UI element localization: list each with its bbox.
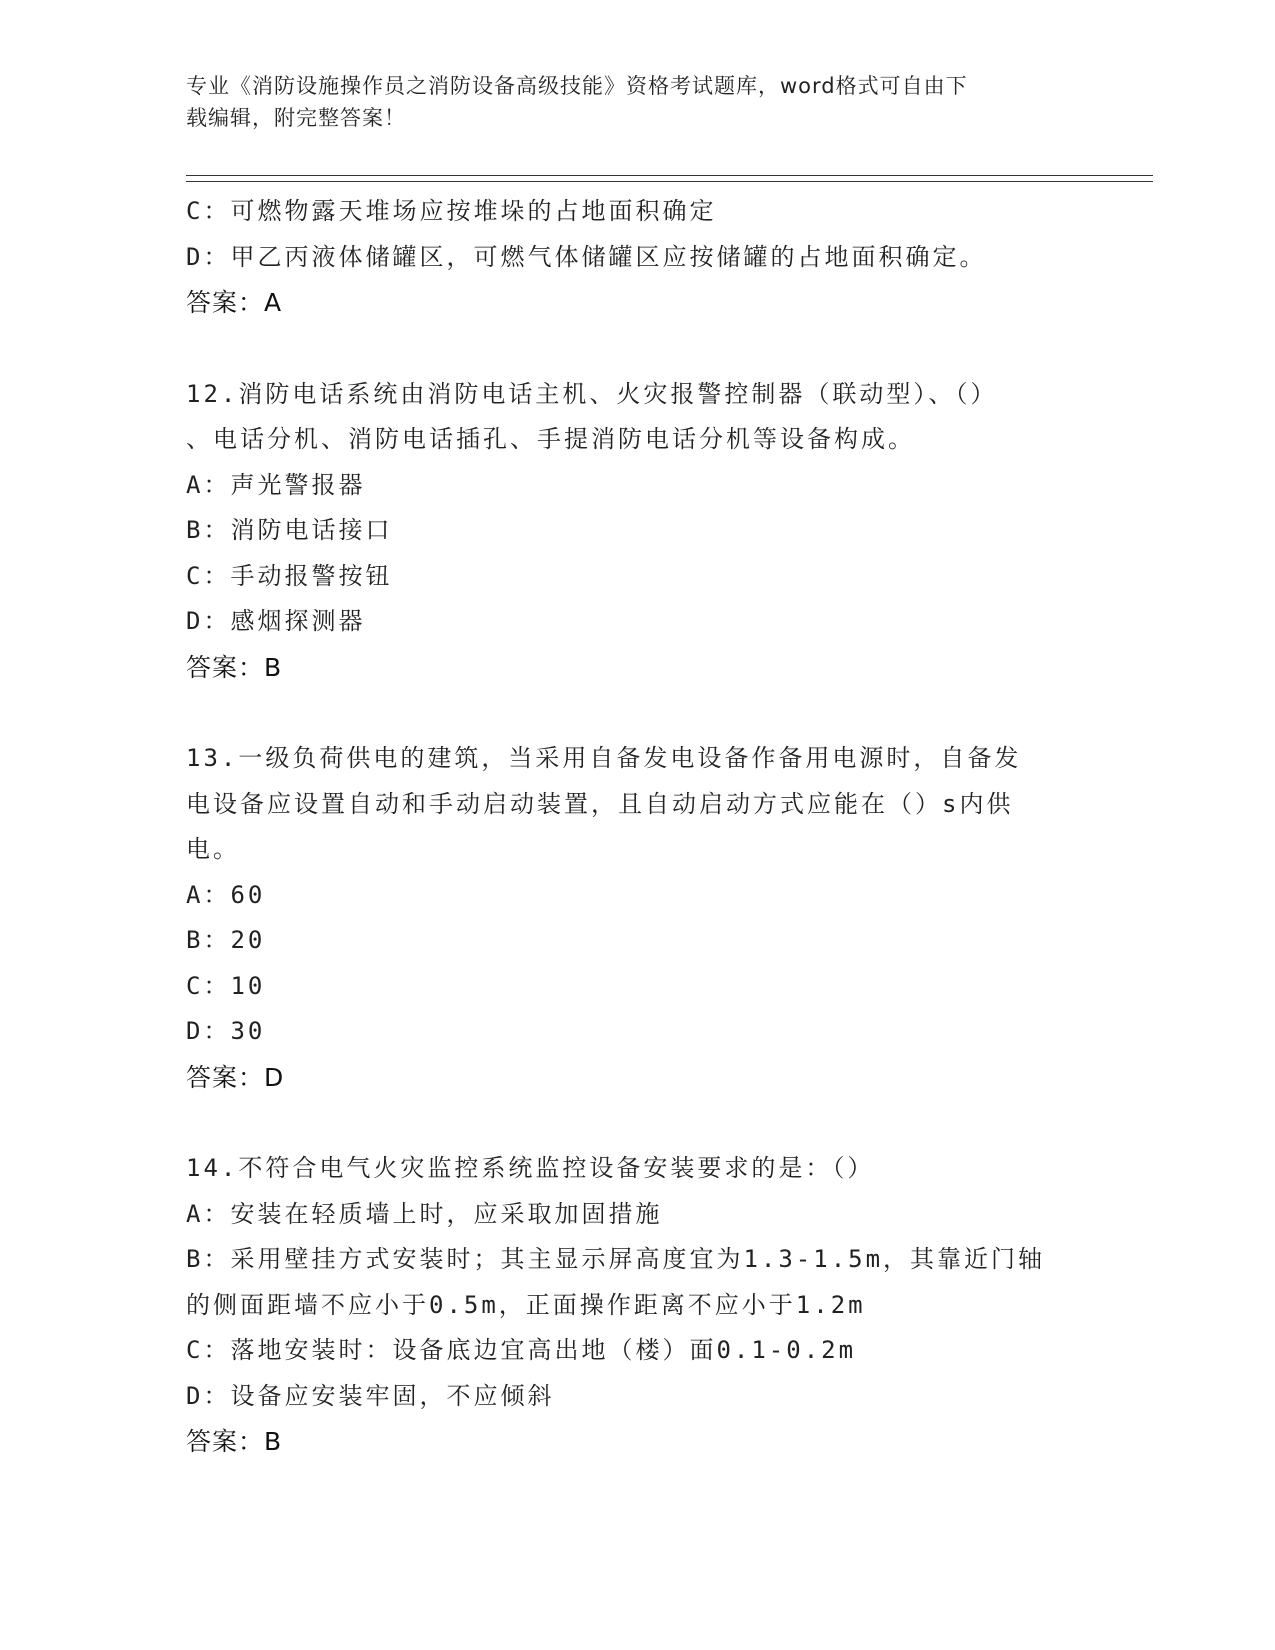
question-stem: 12.消防电话系统由消防电话主机、火灾报警控制器（联动型）、（） xyxy=(186,379,998,408)
answer-line: 答案：A xyxy=(186,288,283,317)
question-12 xyxy=(186,372,1086,691)
header-line-1: 专业《消防设施操作员之消防设备高级技能》资格考试题库，word格式可自由下 xyxy=(186,74,968,98)
option-b: B：消防电话接口 xyxy=(186,516,393,544)
option-b: B：采用壁挂方式安装时；其主显示屏高度宜为1.3-1.5m，其靠近门轴 xyxy=(186,1245,1046,1273)
question-stem: 13.一级负荷供电的建筑，当采用自备发电设备作备用电源时，自备发 xyxy=(186,744,1022,772)
header-divider-bottom xyxy=(186,181,1153,182)
option-d: D：感烟探测器 xyxy=(186,607,366,635)
question-content xyxy=(186,189,1086,1465)
option-c: C：手动报警按钮 xyxy=(186,561,393,590)
option-c: C：落地安装时：设备底边宜高出地（楼）面0.1-0.2m xyxy=(186,1336,857,1364)
question-stem: 14.不符合电气火灾监控系统监控设备安装要求的是：（） xyxy=(186,1154,875,1182)
option-c: C：可燃物露天堆场应按堆垛的占地面积确定 xyxy=(186,197,717,225)
option-d: D：30 xyxy=(186,1017,266,1045)
header-line-2: 载编辑，附完整答案！ xyxy=(186,106,406,130)
question-stem-continued: 电。 xyxy=(186,835,240,863)
header-divider-top xyxy=(186,175,1153,176)
answer-line: 答案：D xyxy=(186,1062,285,1092)
document-header xyxy=(186,70,1066,134)
option-a: A：60 xyxy=(186,880,266,909)
option-b: B：20 xyxy=(186,926,266,954)
option-c: C：10 xyxy=(186,971,266,1000)
answer-line: 答案：B xyxy=(186,1427,283,1456)
option-b-continued: 的侧面距墙不应小于0.5m，正面操作距离不应小于1.2m xyxy=(186,1290,866,1319)
option-a: A：安装在轻质墙上时，应采取加固措施 xyxy=(186,1199,663,1228)
question-stem-continued: 电设备应设置自动和手动启动装置，且自动启动方式应能在（）s内供 xyxy=(186,789,1014,818)
question-stem-continued: 、电话分机、消防电话插孔、手提消防电话分机等设备构成。 xyxy=(186,425,915,453)
question-13 xyxy=(186,736,1086,1100)
question-14 xyxy=(186,1146,1086,1465)
option-d: D：设备应安装牢固，不应倾斜 xyxy=(186,1381,555,1410)
option-a: A：声光警报器 xyxy=(186,470,366,499)
answer-line: 答案：B xyxy=(186,652,283,682)
option-d: D：甲乙丙液体储罐区，可燃气体储罐区应按储罐的占地面积确定。 xyxy=(186,242,987,271)
question-11-continued xyxy=(186,189,1086,326)
